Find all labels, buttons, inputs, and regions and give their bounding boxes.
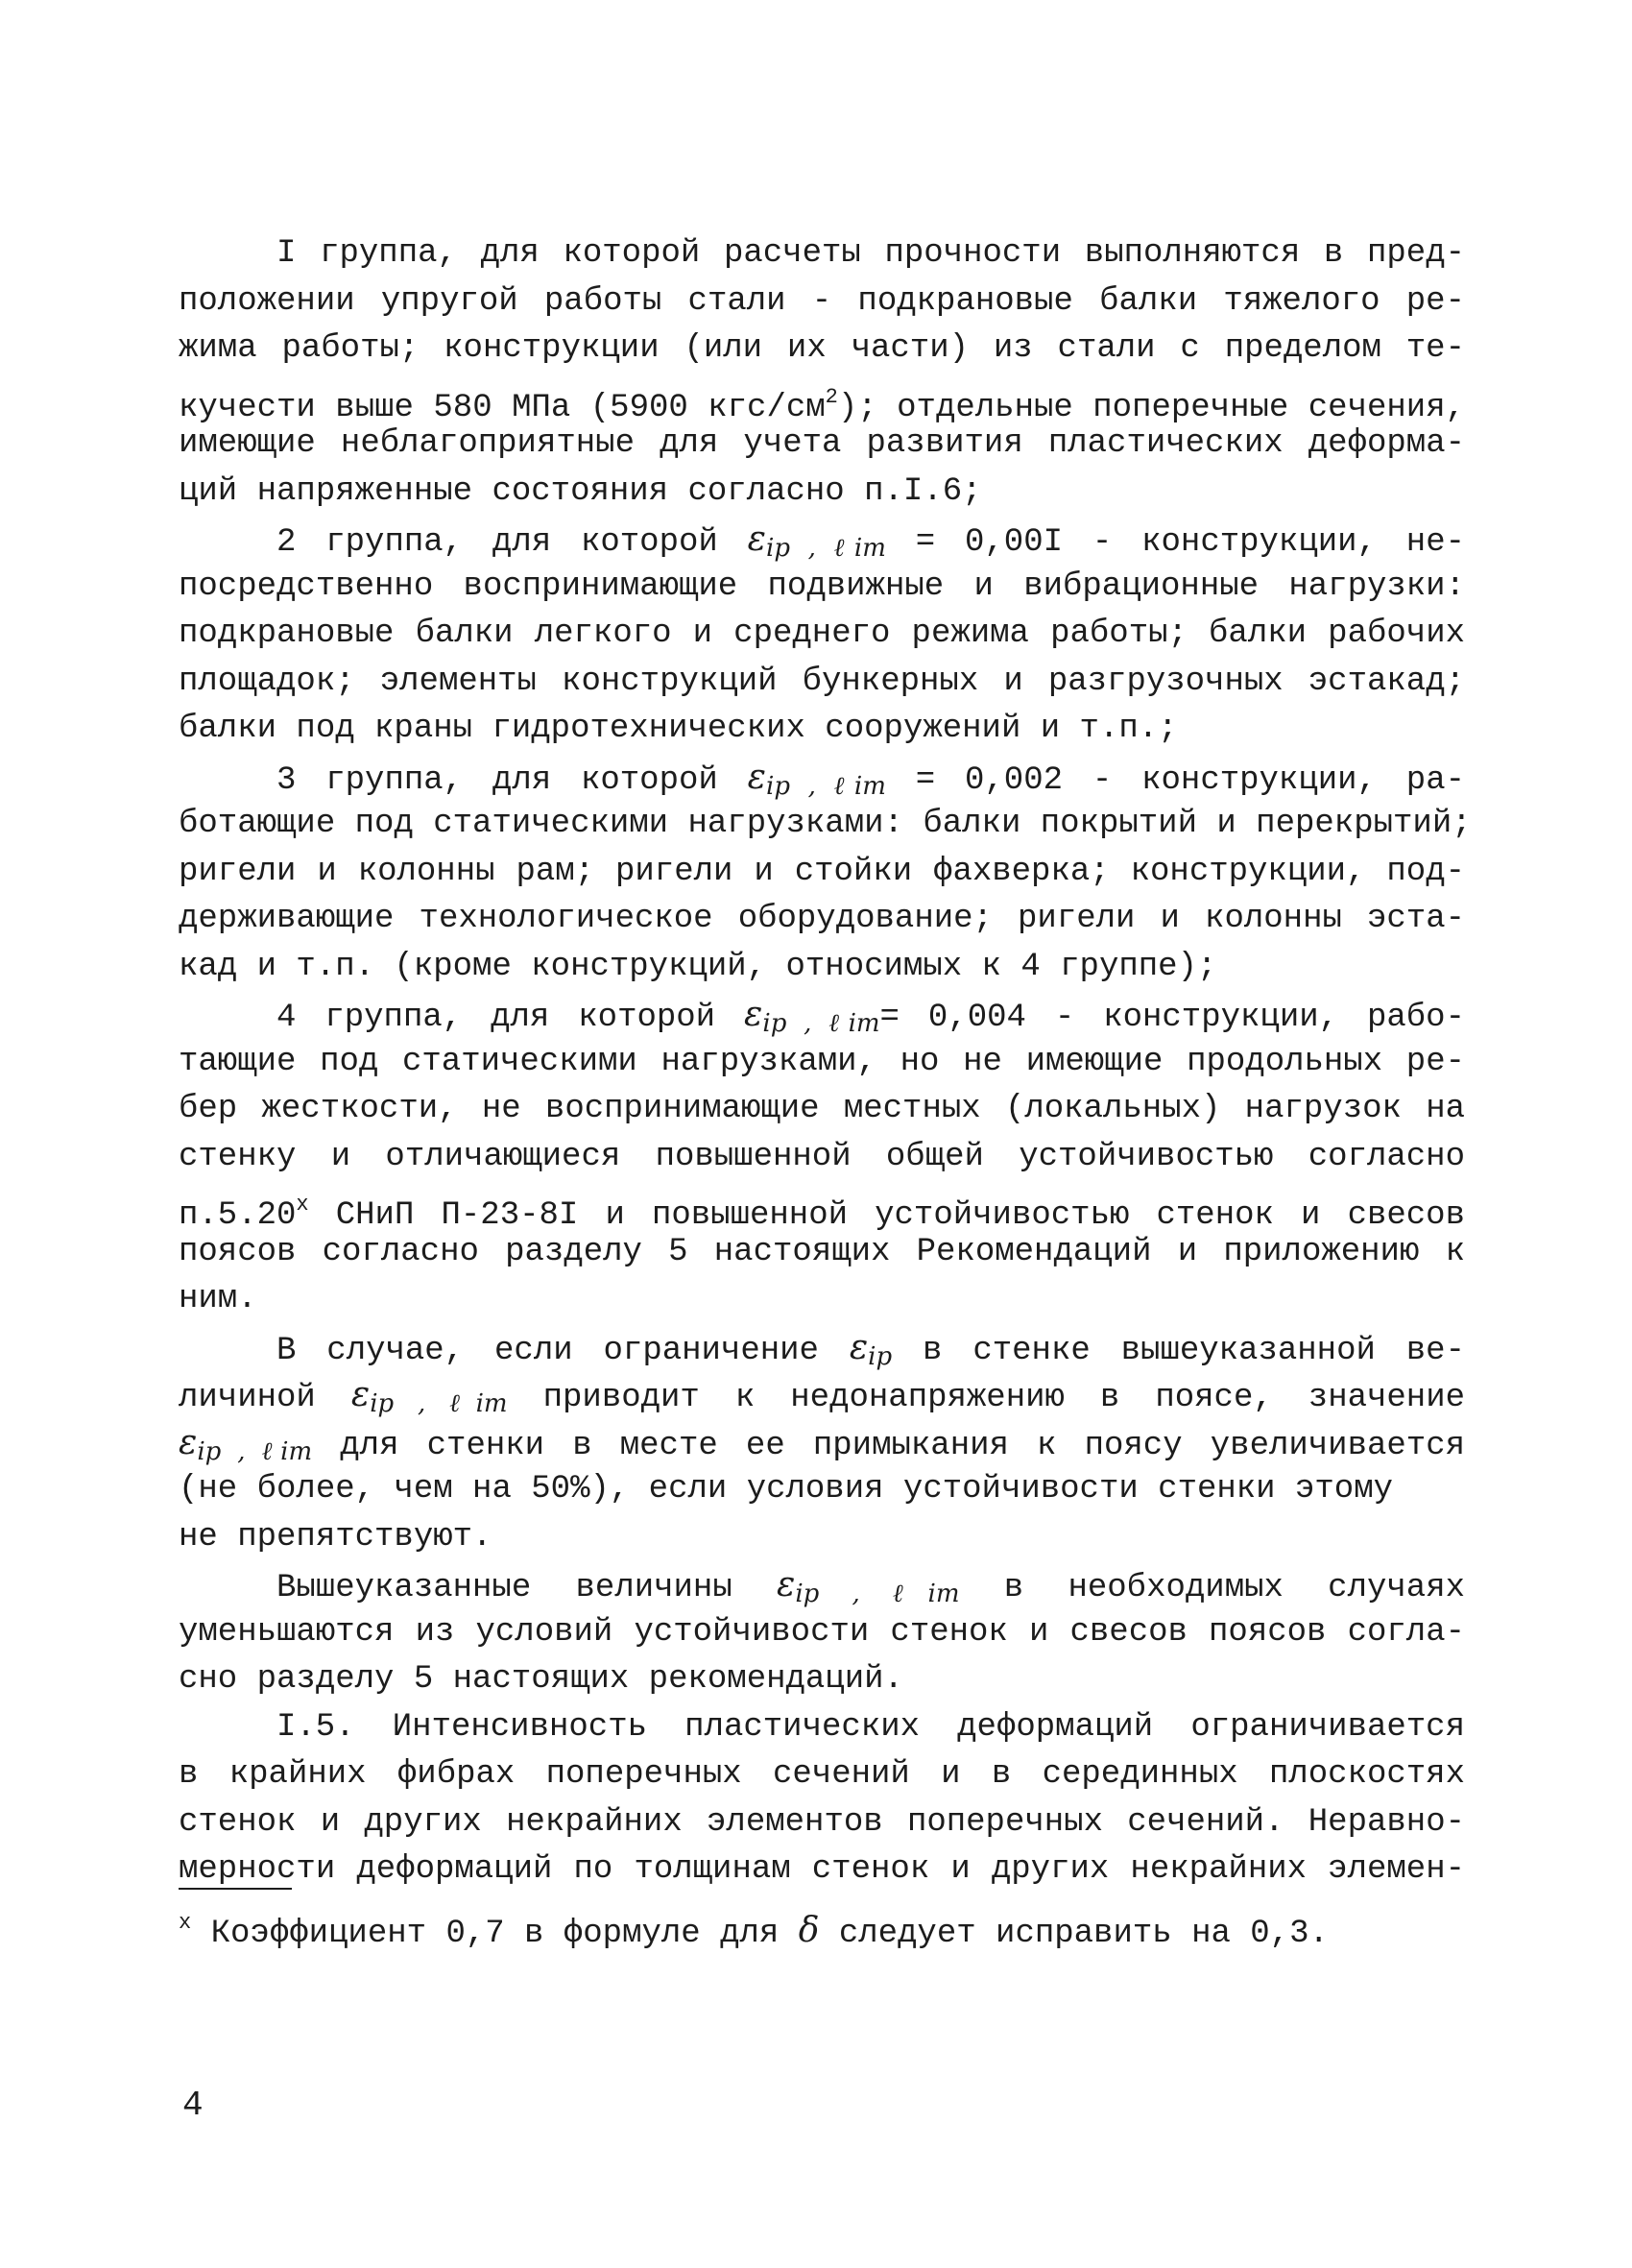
text-line: жима работы; конструкции (или их части) из стали с пределом те-	[179, 330, 1465, 367]
text-line: в крайних фибрах поперечных сечений и в серединных плоскостях	[179, 1756, 1465, 1793]
epsilon-symbol: $\varepsilon_{ip , \ell im}$	[747, 757, 886, 801]
text-line: поясов согласно разделу 5 настоящих Рекомендаций и приложению к	[179, 1233, 1465, 1270]
text-line: I.5. Интенсивность пластических деформаций ограничивается	[276, 1708, 1465, 1746]
text-line: I группа, для которой расчеты прочности выполняются в пред-	[276, 235, 1465, 272]
text-fragment: ); отдельные поперечные сечения,	[837, 389, 1465, 426]
text-fragment: = 0,002 - конструкции, ра-	[915, 761, 1466, 799]
footnote-mark: x	[179, 1911, 192, 1935]
epsilon-symbol: $\varepsilon_{ip , \ell im}$	[777, 1565, 960, 1608]
text-line: тающие под статическими нагрузками, но не имеющие продольных ре-	[179, 1043, 1465, 1080]
text-fragment: = 0,00I - конструкции, не-	[915, 524, 1466, 561]
text-fragment: личиной	[179, 1380, 316, 1416]
text-fragment: кучести выше 580 МПа (5900 кгс/см	[179, 389, 826, 426]
text-fragment: Коэффициент 0,7 в формуле для	[191, 1916, 780, 1952]
epsilon-symbol: $\varepsilon_{ip , \ell im}$	[747, 519, 886, 563]
text-line: положении упругой работы стали - подкрановые балки тяжелого ре-	[179, 282, 1465, 320]
footnote-divider	[179, 1888, 292, 1890]
text-fragment: следует исправить на 0,3.	[838, 1916, 1329, 1952]
text-fragment: приводит к недонапряжению в поясе, значение	[542, 1380, 1466, 1416]
text-line: имеющие неблагоприятные для учета развития пластических деформа-	[179, 425, 1465, 462]
text-fragment: Вышеуказанные величины	[276, 1570, 732, 1606]
epsilon-symbol: $\varepsilon_{ip , \ell im}$	[350, 1375, 508, 1418]
text-line: стенку и отличающиеся повышенной общей устойчивостью согласно	[179, 1138, 1465, 1175]
text-fragment: п.5.20	[179, 1197, 297, 1234]
text-fragment: СНиП П-23-8I и повышенной устойчивостью стенок и свесов	[308, 1197, 1465, 1234]
text-line: ригели и колонны рам; ригели и стойки фахверка; конструкции, под-	[179, 853, 1465, 890]
text-line: уменьшаются из условий устойчивости стенок и свесов поясов согла-	[179, 1613, 1465, 1651]
superscript: x	[296, 1193, 309, 1217]
text-line: ций напряженные состояния согласно п.I.6;	[179, 472, 982, 510]
text-line: мерности деформаций по толщинам стенок и других некрайних элемен-	[179, 1851, 1465, 1888]
text-line: посредственно воспринимающие подвижные и вибрационные нагрузки:	[179, 567, 1465, 605]
text-fragment: для стенки в месте ее примыкания к поясу увеличивается	[340, 1427, 1466, 1464]
text-fragment: 4 группа, для которой	[276, 1000, 716, 1036]
text-line: балки под краны гидротехнических сооружений и т.п.;	[179, 711, 1178, 747]
text-line: стенок и других некрайних элементов поперечных сечений. Неравно-	[179, 1803, 1465, 1841]
text-line: ним.	[179, 1281, 257, 1317]
epsilon-symbol: $\varepsilon_{ip}$	[849, 1327, 893, 1371]
text-fragment: 2 группа, для которой	[276, 524, 718, 561]
text-fragment: 3 группа, для которой	[276, 761, 718, 799]
page-number: 4	[182, 2086, 204, 2125]
text-line: кад и т.п. (кроме конструкций, относимых к 4 группе);	[179, 948, 1217, 985]
text-fragment: В случае, если ограничение	[276, 1332, 819, 1369]
text-line: (не более, чем на 50%), если условия устойчивости стенки этому	[179, 1471, 1394, 1508]
text-fragment: в стенке вышеуказанной ве-	[923, 1332, 1465, 1369]
delta-symbol: δ	[798, 1911, 820, 1950]
epsilon-symbol: $\varepsilon_{ip , \ell im}$	[179, 1422, 313, 1466]
text-line: не препятствуют.	[179, 1518, 492, 1556]
epsilon-symbol: $\varepsilon_{ip , \ell im}$	[744, 995, 880, 1038]
text-line: ботающие под статическими нагрузками: балки покрытий и перекрытий;	[179, 806, 1472, 842]
text-line: бер жесткости, не воспринимающие местных (локальных) нагрузок на	[179, 1091, 1465, 1127]
footnote	[179, 1899, 1465, 1959]
text-fragment: = 0,004 - конструкции, рабо-	[879, 1000, 1465, 1036]
text-line: подкрановые балки легкого и среднего режима работы; балки рабочих	[179, 615, 1465, 652]
text-fragment: в необходимых случаях	[1003, 1570, 1466, 1606]
text-line: держивающие технологическое оборудование; ригели и колонны эста-	[179, 901, 1465, 937]
text-line: площадок; элементы конструкций бункерных и разгрузочных эстакад;	[179, 663, 1465, 700]
superscript: 2	[825, 384, 838, 409]
text-line: сно разделу 5 настоящих рекомендаций.	[179, 1661, 903, 1698]
